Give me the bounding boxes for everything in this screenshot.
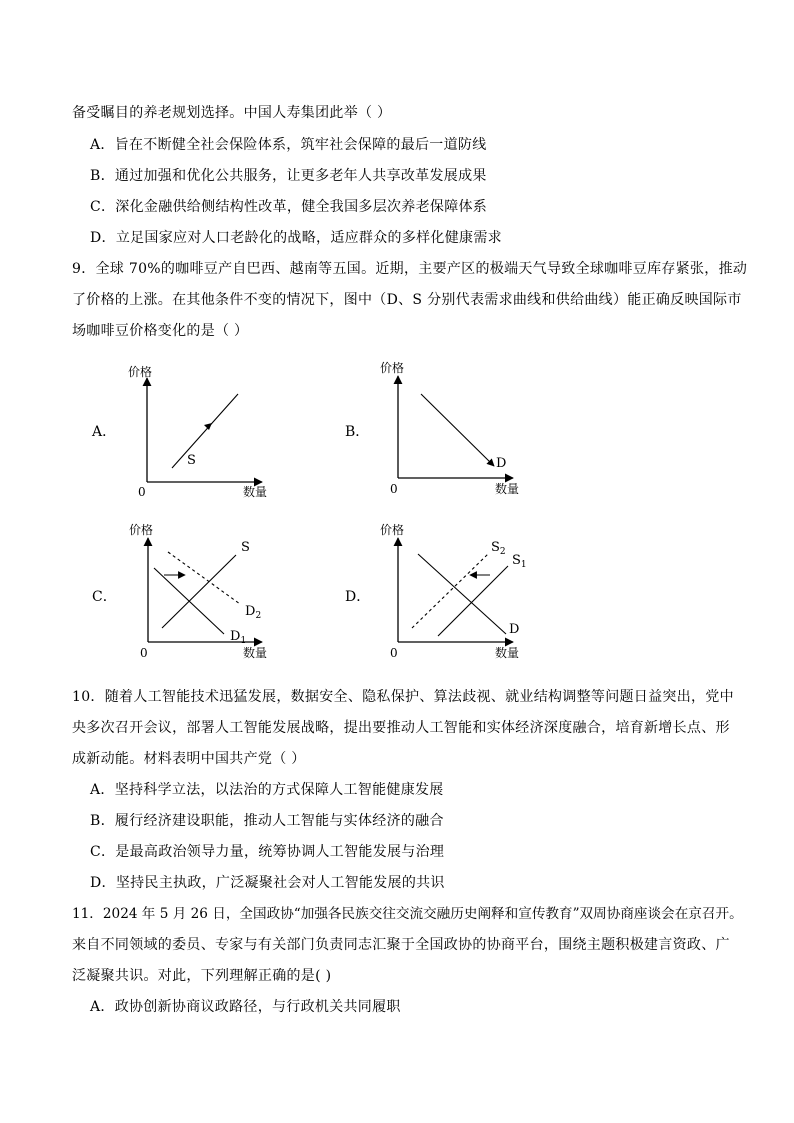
graph-c-d2-curve: [168, 552, 240, 604]
graph-a-y-label: 价格: [128, 365, 153, 379]
q10-option-c: C．是最高政治领导力量，统筹协调人工智能发展与治理: [90, 844, 445, 860]
graph-d-s1-label: [512, 553, 527, 570]
graph-b-y-label: 价格: [380, 361, 405, 375]
q11-line-3: 泛凝聚共识。对此，下列理解正确的是( ): [72, 968, 332, 984]
graph-d-d-label: D: [509, 622, 520, 637]
graph-d-origin: 0: [390, 646, 398, 660]
q10-option-d: D．坚持民主执政，广泛凝聚社会对人工智能发展的共识: [90, 875, 445, 891]
graph-c-d2-sub: 2: [255, 611, 262, 621]
graph-c-x-label: 数量: [243, 646, 268, 660]
q11-option-a: A．政协创新协商议政路径，与行政机关共同履职: [90, 999, 401, 1015]
graph-d-s2-sub: 2: [499, 547, 506, 557]
graph-d-d-curve: [418, 554, 506, 634]
graph-c-option-label: C．: [92, 589, 117, 605]
graph-a-s-label: S: [187, 453, 196, 468]
q9-graphs: [0, 350, 794, 680]
graph-b-x-label: 数量: [495, 482, 520, 496]
graph-d: [345, 522, 527, 660]
q10-option-b: B．履行经济建设职能，推动人工智能与实体经济的融合: [90, 813, 444, 829]
graph-d-s2-main: S: [491, 540, 500, 555]
graph-b-d-label: D: [496, 456, 507, 471]
graph-b-origin: 0: [390, 482, 398, 496]
q9-line-1: 9．全球 70%的咖啡豆产自巴西、越南等五国。近期，主要产区的极端天气导致全球咖啡豆库存紧张，推动: [72, 261, 748, 277]
graph-d-option-label: D．: [345, 589, 371, 605]
graph-d-s2-label: [491, 540, 506, 557]
graph-a: [91, 364, 267, 499]
graph-a-arrowhead: [204, 423, 212, 430]
graph-a-origin: 0: [138, 485, 146, 499]
graph-c-origin: 0: [140, 646, 148, 660]
graph-a-s-curve: [172, 394, 238, 468]
graph-c: [92, 522, 267, 660]
graph-b: [345, 360, 519, 496]
q10-line-1: 10．随着人工智能技术迅猛发展，数据安全、隐私保护、算法歧视、就业结构调整等问题日益突出，党中: [72, 689, 734, 705]
graph-c-d1-main: D: [230, 629, 241, 644]
graph-c-d1-sub: 1: [240, 636, 247, 646]
q9-line-3: 场咖啡豆价格变化的是（ ）: [72, 323, 249, 339]
q11-line-2: 来自不同领域的委员、专家与有关部门负责同志汇聚于全国政协的协商平台，围绕主题积极建言资政、广: [72, 937, 730, 953]
graph-c-s-curve: [162, 555, 236, 628]
q10-option-a: A．坚持科学立法，以法治的方式保障人工智能健康发展: [90, 782, 444, 798]
graph-c-d1-label: [230, 629, 246, 646]
graph-b-d-curve: [421, 394, 494, 466]
q8-stem-tail: 备受瞩目的养老规划选择。中国人寿集团此举（ ）: [72, 105, 392, 121]
graph-d-s1-main: S: [512, 553, 521, 568]
graph-b-option-label: B．: [345, 424, 370, 440]
q8-option-d: D．立足国家应对人口老龄化的战略，适应群众的多样化健康需求: [90, 230, 502, 246]
q10-line-3: 成新动能。材料表明中国共产党（ ）: [72, 751, 306, 767]
graph-d-s2-curve: [412, 554, 488, 628]
graph-c-d2-main: D: [245, 604, 256, 619]
graph-c-y-label: 价格: [129, 523, 154, 537]
graph-c-s-label: S: [241, 540, 250, 555]
q10-line-2: 央多次召开会议，部署人工智能发展战略，提出要推动人工智能和实体经济深度融合，培育新增长点、形: [72, 720, 730, 736]
graph-a-option-label: A．: [92, 424, 117, 440]
q8-option-a: A．旨在不断健全社会保险体系，筑牢社会保障的最后一道防线: [90, 137, 487, 153]
graph-d-s1-sub: 1: [520, 560, 527, 570]
graph-c-d2-label: [245, 604, 261, 621]
graph-d-x-label: 数量: [495, 646, 520, 660]
graph-a-x-label: 数量: [243, 485, 268, 499]
graph-d-y-label: 价格: [380, 523, 405, 537]
q8-option-c: C．深化金融供给侧结构性改革，健全我国多层次养老保障体系: [90, 199, 488, 215]
q9-line-2: 了价格的上涨。在其他条件不变的情况下，图中（D、S 分别代表需求曲线和供给曲线）能正确反映国际市: [72, 292, 742, 308]
q11-line-1: 11．2024 年 5 月 26 日，全国政协“加强各民族交往交流交融历史阐释和宣传教育”双周协商座谈会在京召开。: [72, 906, 743, 922]
q8-option-b: B．通过加强和优化公共服务，让更多老年人共享改革发展成果: [90, 168, 487, 184]
graph-d-s1-curve: [438, 566, 508, 636]
